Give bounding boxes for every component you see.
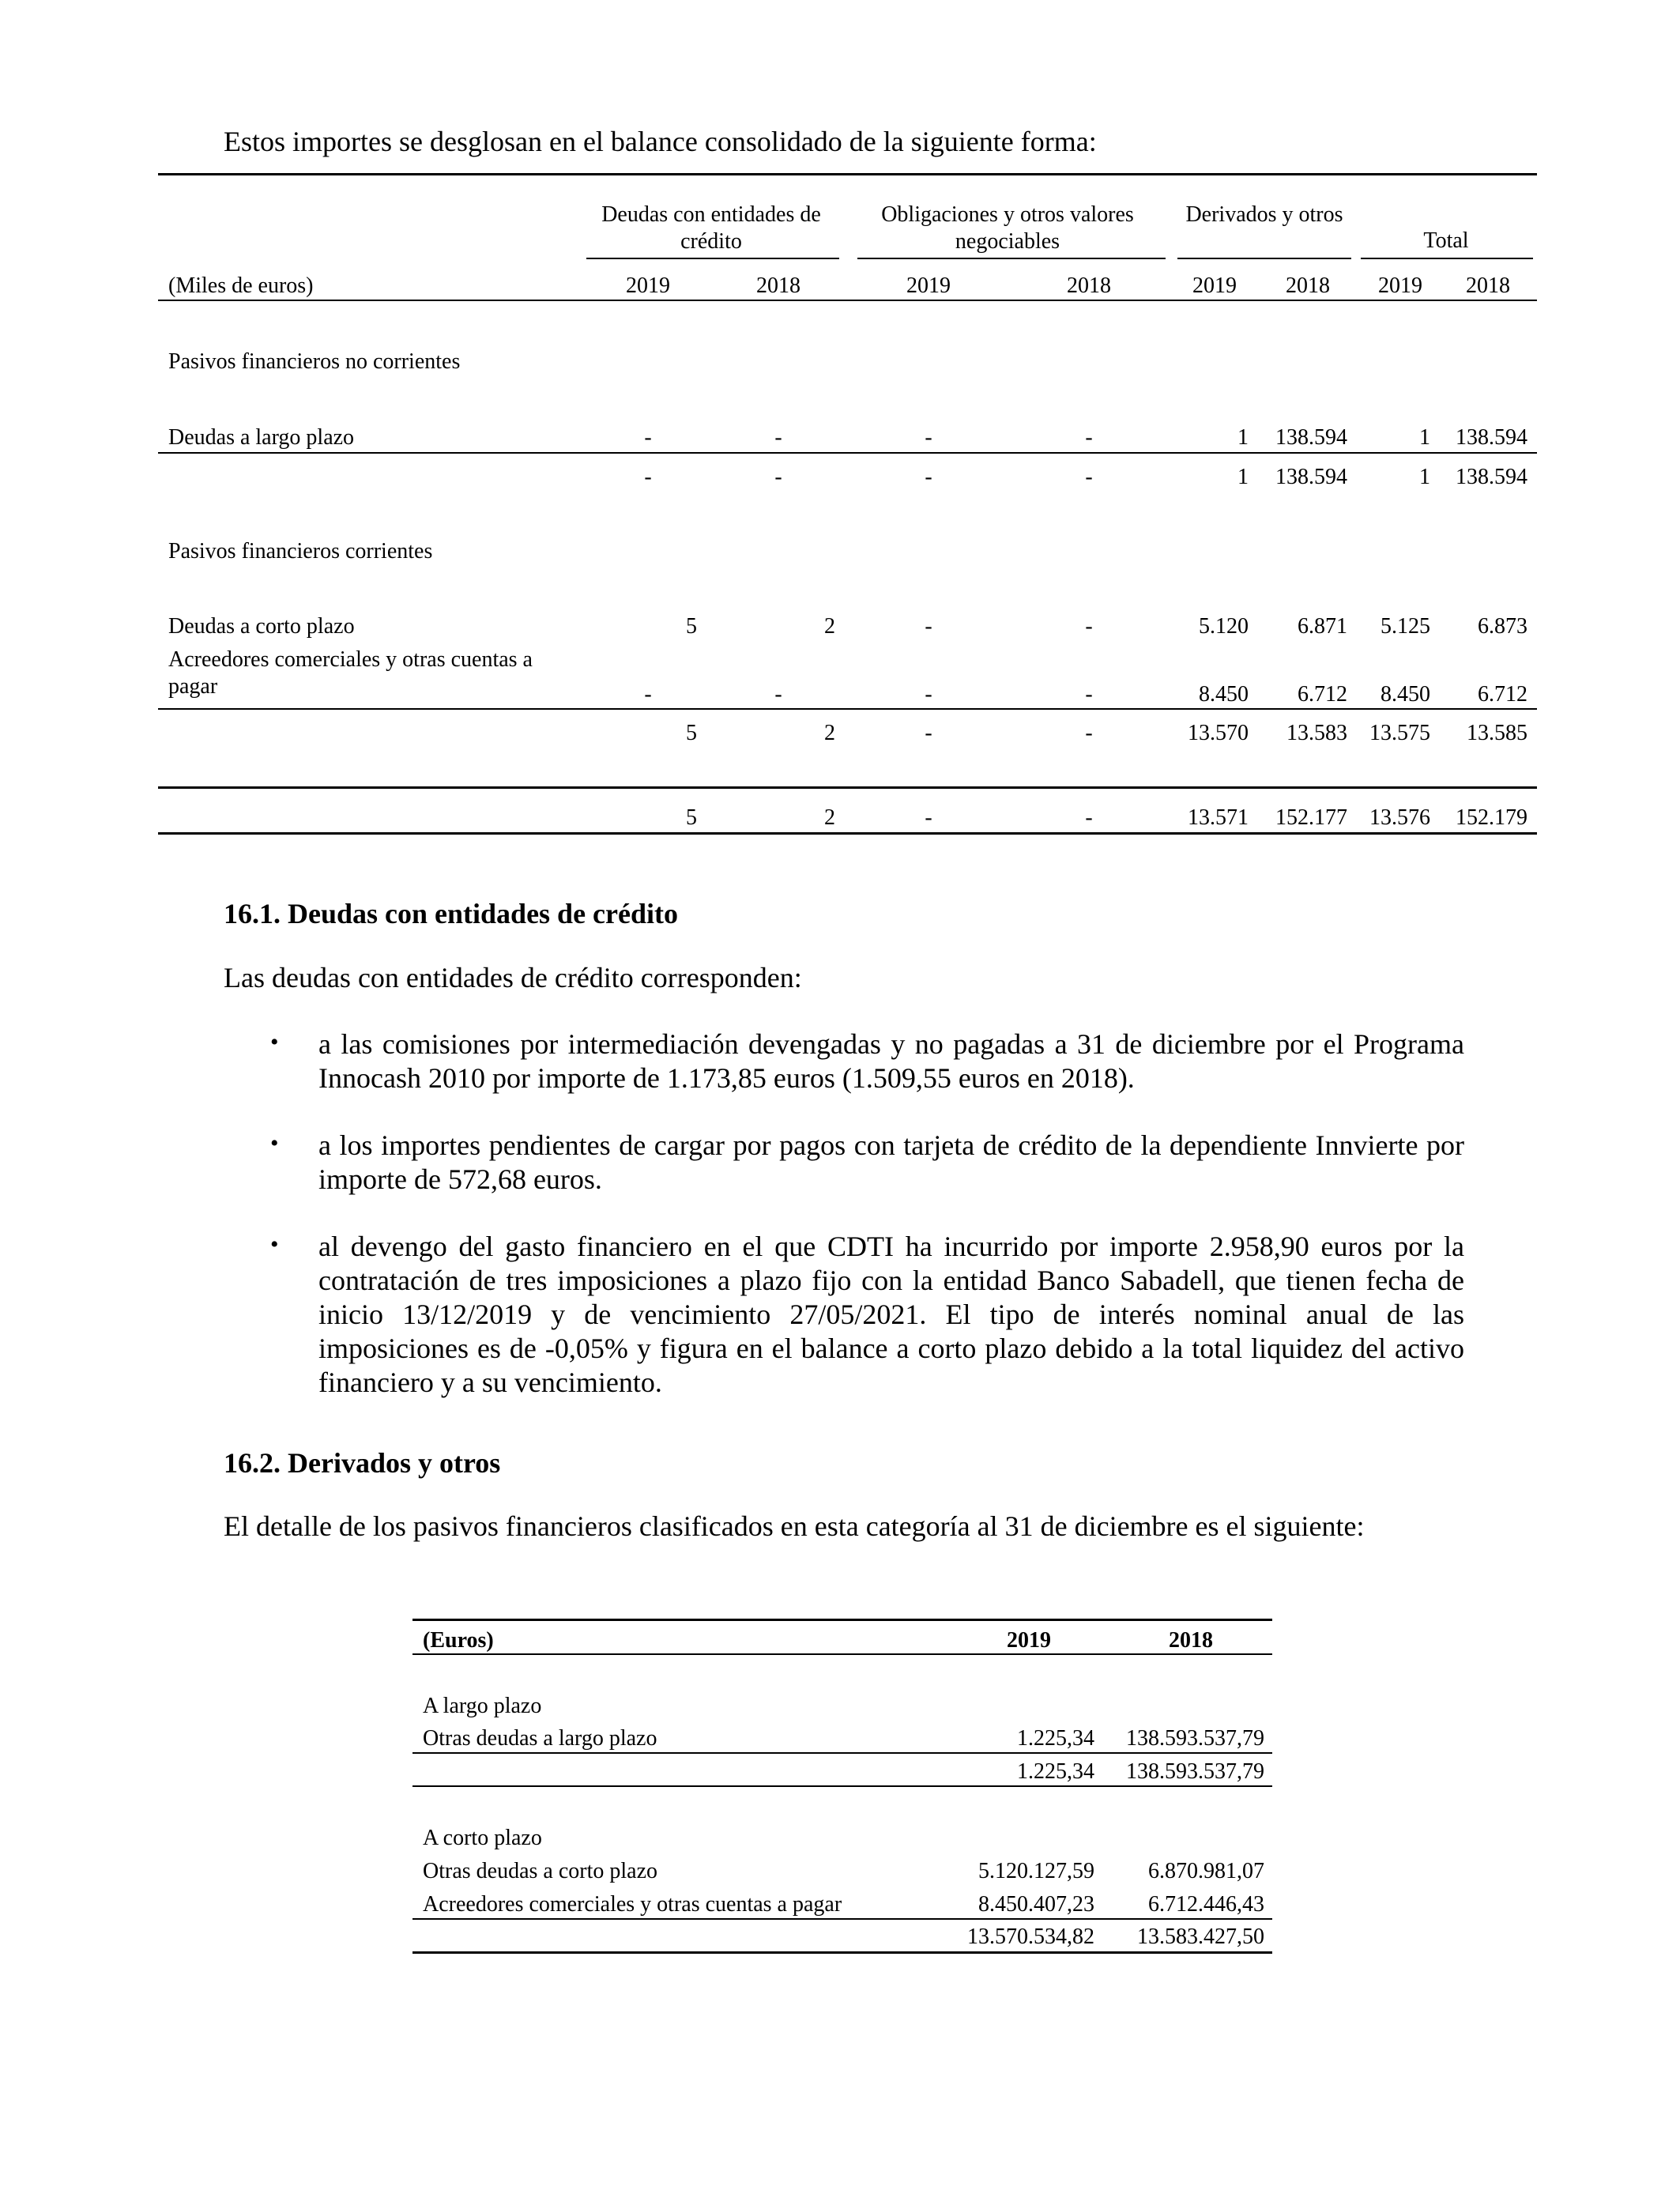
subtotal-cell: - xyxy=(925,721,932,745)
grand-total-cell: 13.576 xyxy=(1369,805,1430,830)
section-16-1-title: 16.1. Deudas con entidades de crédito xyxy=(224,898,678,929)
bullet-icon: • xyxy=(270,1130,279,1156)
table2-subtotal-2018: 13.583.427,50 xyxy=(1137,1924,1264,1949)
year-header: 2018 xyxy=(1067,273,1111,298)
table2-section-label: A corto plazo xyxy=(423,1826,542,1850)
bullet-icon: • xyxy=(270,1029,279,1055)
table2-header-rule xyxy=(412,1653,1272,1655)
subtotal-cell: 2 xyxy=(824,721,835,745)
unit-label: (Miles de euros) xyxy=(168,273,314,298)
grand-total-bottom-rule xyxy=(158,832,1537,835)
table2-subtotal-rule xyxy=(412,1785,1272,1787)
value-cell: 138.594 xyxy=(1275,425,1347,450)
year-header: 2018 xyxy=(1286,273,1330,298)
table2-subtotal-2019: 13.570.534,82 xyxy=(967,1924,1094,1949)
table-top-rule xyxy=(158,173,1537,175)
table2-row-label: Acreedores comerciales y otras cuentas a pagar xyxy=(423,1892,842,1917)
value-cell: 6.871 xyxy=(1298,614,1347,639)
value-cell: - xyxy=(644,682,652,707)
bullet-item: al devengo del gasto financiero en el que CDTI ha incurrido por importe 2.958,90 euros por la contratación de tres imposiciones a plazo fijo con la entidad Banco Sabadell, que tienen fecha de inicio 13/12/2019 y de vencimiento 27/05/2021. El tipo de interés nominal anual de las imposiciones es de -0,05% y figura en el balance a corto plazo debido a la total liquidez del activo financiero y a su vencimiento. xyxy=(318,1231,1464,1398)
value-cell: - xyxy=(774,425,782,450)
value-cell: 8.450 xyxy=(1381,682,1430,707)
group-header-obligaciones: Obligaciones y otros valores negociables xyxy=(881,202,1134,254)
table2-value-2018: 138.593.537,79 xyxy=(1126,1726,1264,1751)
year-header: 2018 xyxy=(1466,273,1510,298)
row-rule xyxy=(158,452,1537,454)
grand-total-cell: 152.177 xyxy=(1275,805,1347,830)
value-cell: 1 xyxy=(1237,425,1249,450)
group-underline-credito xyxy=(586,258,839,259)
subtotal-cell: 13.583 xyxy=(1286,721,1347,745)
table2-subtotal-2018: 138.593.537,79 xyxy=(1126,1759,1264,1784)
row-label-line2: pagar xyxy=(168,674,218,699)
table2-row-rule xyxy=(412,1752,1272,1754)
subtotal-cell: - xyxy=(1085,721,1093,745)
value-cell: - xyxy=(925,614,932,639)
subtotal-cell: 138.594 xyxy=(1275,465,1347,489)
group-header-derivados: Derivados y otros xyxy=(1185,202,1343,227)
table2-row-label: Otras deudas a corto plazo xyxy=(423,1859,657,1883)
group-underline-total xyxy=(1361,258,1533,259)
table2-subtotal-2019: 1.225,34 xyxy=(1017,1759,1094,1784)
value-cell: - xyxy=(1085,425,1093,450)
table2-top-rule xyxy=(412,1619,1272,1621)
subtotal-cell: 13.585 xyxy=(1467,721,1527,745)
grand-total-cell: 13.571 xyxy=(1188,805,1249,830)
row-label: Deudas a corto plazo xyxy=(168,614,355,639)
header-bottom-rule xyxy=(158,300,1537,301)
value-cell: 6.712 xyxy=(1298,682,1347,707)
group-underline-derivados xyxy=(1177,258,1351,259)
table2-row-rule xyxy=(412,1918,1272,1920)
year-header: 2019 xyxy=(1192,273,1237,298)
grand-total-top-rule xyxy=(158,786,1537,789)
table2-row-label: Otras deudas a largo plazo xyxy=(423,1726,657,1751)
value-cell: - xyxy=(774,682,782,707)
section-16-1-intro: Las deudas con entidades de crédito corresponden: xyxy=(224,962,802,993)
group-underline-obligaciones xyxy=(857,258,1166,259)
value-cell: 6.712 xyxy=(1478,682,1527,707)
table2-value-2018: 6.712.446,43 xyxy=(1148,1892,1264,1917)
grand-total-cell: 152.179 xyxy=(1456,805,1527,830)
value-cell: - xyxy=(644,425,652,450)
section-16-2-title: 16.2. Derivados y otros xyxy=(224,1447,501,1479)
year-header: 2019 xyxy=(1378,273,1422,298)
value-cell: 8.450 xyxy=(1199,682,1249,707)
group-header-credito: Deudas con entidades de crédito xyxy=(601,202,821,254)
value-cell: 5.125 xyxy=(1381,614,1430,639)
subtotal-cell: 138.594 xyxy=(1456,465,1527,489)
table2-unit-label: (Euros) xyxy=(423,1628,494,1653)
subtotal-cell: - xyxy=(925,465,932,489)
grand-total-cell: - xyxy=(1085,805,1093,830)
table2-value-2019: 1.225,34 xyxy=(1017,1726,1094,1751)
year-header: 2019 xyxy=(906,273,951,298)
subtotal-cell: 13.575 xyxy=(1369,721,1430,745)
section-label: Pasivos financieros no corrientes xyxy=(168,349,461,374)
row-label: Deudas a largo plazo xyxy=(168,425,355,450)
year-header: 2018 xyxy=(756,273,800,298)
table2-year-2018: 2018 xyxy=(1169,1628,1213,1653)
table2-year-2019: 2019 xyxy=(1007,1628,1051,1653)
bullet-item: a los importes pendientes de cargar por pagos con tarjeta de crédito de la dependiente Innvierte por importe de 572,68 euros. xyxy=(318,1129,1464,1195)
subtotal-cell: 13.570 xyxy=(1188,721,1249,745)
section-16-2-intro: El detalle de los pasivos financieros clasificados en esta categoría al 31 de diciembre es el siguiente: xyxy=(224,1510,1365,1542)
value-cell: - xyxy=(1085,614,1093,639)
bullet-item: a las comisiones por intermediación devengadas y no pagadas a 31 de diciembre por el Programa Innocash 2010 por importe de 1.173,85 euros (1.509,55 euros en 2018). xyxy=(318,1028,1464,1094)
table2-bottom-rule xyxy=(412,1951,1272,1954)
table2-value-2018: 6.870.981,07 xyxy=(1148,1859,1264,1883)
intro-text: Estos importes se desglosan en el balance consolidado de la siguiente forma: xyxy=(224,126,1097,157)
value-cell: 5 xyxy=(686,614,697,639)
value-cell: - xyxy=(1085,682,1093,707)
subtotal-cell: 1 xyxy=(1419,465,1430,489)
value-cell: - xyxy=(925,425,932,450)
bullet-icon: • xyxy=(270,1231,279,1257)
value-cell: 5.120 xyxy=(1199,614,1249,639)
subtotal-cell: 1 xyxy=(1237,465,1249,489)
value-cell: 138.594 xyxy=(1456,425,1527,450)
year-header: 2019 xyxy=(626,273,670,298)
grand-total-cell: 2 xyxy=(824,805,835,830)
group-header-total: Total xyxy=(1423,228,1469,253)
row-rule xyxy=(158,708,1537,710)
value-cell: 6.873 xyxy=(1478,614,1527,639)
subtotal-cell: - xyxy=(1085,465,1093,489)
table2-section-label: A largo plazo xyxy=(423,1694,542,1718)
grand-total-cell: 5 xyxy=(686,805,697,830)
grand-total-cell: - xyxy=(925,805,932,830)
value-cell: - xyxy=(925,682,932,707)
subtotal-cell: - xyxy=(644,465,652,489)
table2-value-2019: 5.120.127,59 xyxy=(978,1859,1094,1883)
subtotal-cell: - xyxy=(774,465,782,489)
row-label-line1: Acreedores comerciales y otras cuentas a xyxy=(168,647,533,672)
value-cell: 2 xyxy=(824,614,835,639)
table2-value-2019: 8.450.407,23 xyxy=(978,1892,1094,1917)
section-label: Pasivos financieros corrientes xyxy=(168,539,433,564)
subtotal-cell: 5 xyxy=(686,721,697,745)
value-cell: 1 xyxy=(1419,425,1430,450)
